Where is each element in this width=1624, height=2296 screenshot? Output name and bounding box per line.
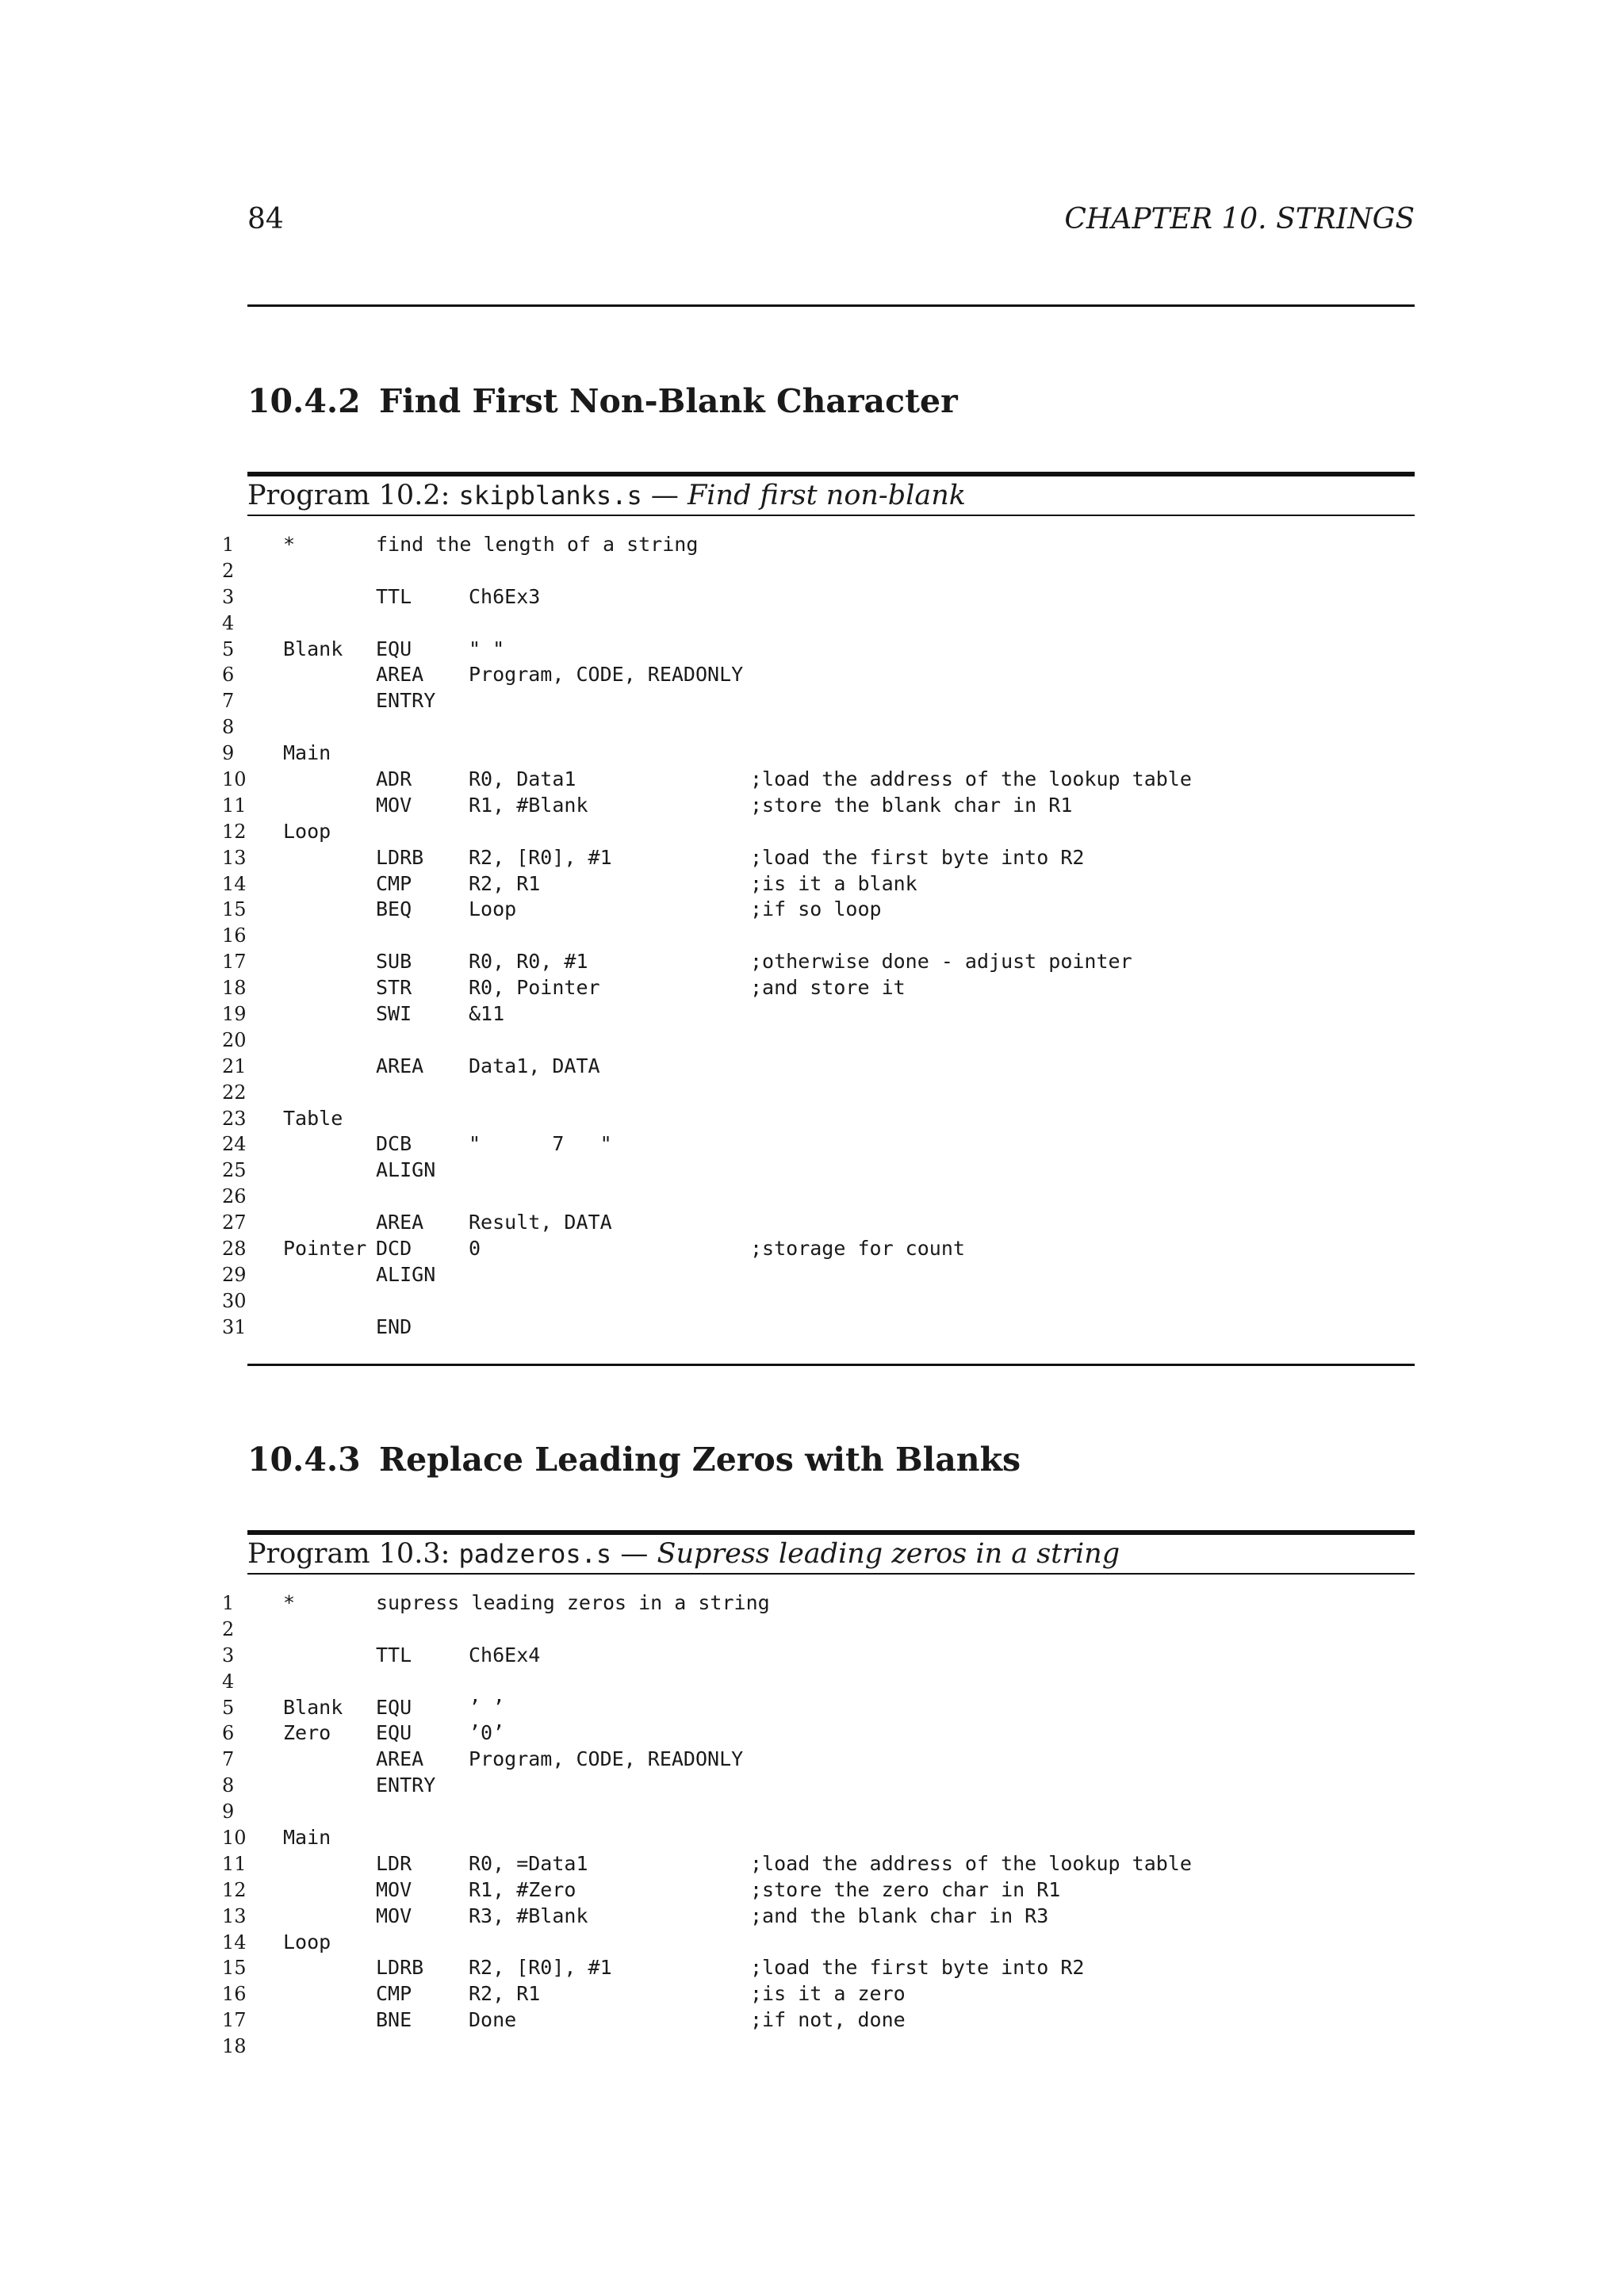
- code-line: [222, 662, 1427, 688]
- code-operands: R0, Pointer: [469, 976, 600, 1000]
- code-comment: ;load the first byte into R2: [750, 845, 1085, 869]
- line-number: 25: [222, 1159, 247, 1182]
- code-line: [222, 1054, 1427, 1080]
- caption-separator: —: [620, 1538, 649, 1570]
- line-number: 15: [222, 1957, 247, 1980]
- line-number: 15: [222, 898, 247, 921]
- code-line: [222, 1288, 1427, 1314]
- header-rule: [247, 304, 1415, 307]
- code-line: [222, 1184, 1427, 1210]
- line-number: 7: [222, 690, 235, 713]
- code-label: Zero: [283, 1721, 331, 1745]
- code-line: [222, 819, 1427, 845]
- code-comment: ;storage for count: [750, 1237, 965, 1261]
- line-number: 16: [222, 924, 247, 947]
- code-opcode: SUB: [376, 950, 412, 974]
- line-number: 20: [222, 1028, 247, 1051]
- code-comment: ;store the blank char in R1: [750, 793, 1073, 817]
- caption-text: [247, 480, 966, 511]
- line-number: 21: [222, 1054, 247, 1077]
- code-line: [222, 1027, 1427, 1054]
- code-operands: R1, #Blank: [469, 793, 588, 817]
- line-number: 6: [222, 664, 235, 687]
- line-number: 14: [222, 1931, 247, 1954]
- code-line: [222, 949, 1427, 975]
- program-filename: skipblanks.s: [458, 480, 642, 511]
- code-operands: Ch6Ex4: [469, 1643, 541, 1667]
- section-number: 10.4.3: [247, 1441, 361, 1479]
- code-opcode: find the length of a string: [376, 533, 699, 556]
- section-heading: [247, 382, 958, 420]
- code-comment: ;and the blank char in R3: [750, 1904, 1049, 1927]
- code-line: [222, 1158, 1427, 1184]
- program-description: Find first non-blank: [688, 480, 966, 511]
- listing-end-rule: [247, 1364, 1415, 1366]
- code-label: Main: [283, 741, 331, 765]
- line-number: 17: [222, 951, 247, 974]
- code-line: [222, 637, 1427, 663]
- code-opcode: supress leading zeros in a string: [376, 1591, 770, 1614]
- line-number: 22: [222, 1081, 247, 1104]
- code-opcode: TTL: [376, 584, 412, 608]
- line-number: 11: [222, 1852, 247, 1875]
- code-line: [222, 845, 1427, 871]
- section-heading: [247, 1441, 1021, 1479]
- code-opcode: EQU: [376, 637, 412, 660]
- section-title: Replace Leading Zeros with Blanks: [379, 1441, 1021, 1479]
- section-title: Find First Non-Blank Character: [379, 382, 958, 420]
- line-number: 9: [222, 1800, 235, 1823]
- code-opcode: LDRB: [376, 1956, 424, 1980]
- code-line: [222, 923, 1427, 949]
- code-line: [222, 1080, 1427, 1106]
- code-opcode: AREA: [376, 1747, 424, 1771]
- code-label: *: [283, 1591, 296, 1614]
- code-opcode: MOV: [376, 1904, 412, 1927]
- code-line: [222, 1314, 1427, 1341]
- code-line: [222, 1590, 1427, 1617]
- code-line: [222, 1236, 1427, 1262]
- program-filename: padzeros.s: [458, 1539, 612, 1569]
- code-operands: " 7 ": [469, 1132, 612, 1156]
- line-number: 23: [222, 1107, 247, 1130]
- code-opcode: ADR: [376, 767, 412, 791]
- line-number: 12: [222, 1878, 247, 1901]
- code-line: [222, 1981, 1427, 2007]
- code-line: [222, 610, 1427, 637]
- program-label: Program 10.3:: [247, 1538, 450, 1570]
- code-comment: ;is it a zero: [750, 1982, 906, 2006]
- page-number: 84: [247, 203, 284, 235]
- code-opcode: LDRB: [376, 845, 424, 869]
- line-number: 9: [222, 742, 235, 765]
- code-comment: ;is it a blank: [750, 871, 917, 895]
- code-comment: ;and store it: [750, 976, 906, 1000]
- line-number: 18: [222, 977, 247, 1000]
- code-operands: R0, Data1: [469, 767, 576, 791]
- code-line: [222, 793, 1427, 819]
- code-comment: ;otherwise done - adjust pointer: [750, 950, 1132, 974]
- code-line: [222, 1955, 1427, 1981]
- line-number: 29: [222, 1263, 247, 1286]
- program-caption: [247, 472, 1415, 516]
- caption-bottom-rule: [247, 515, 1415, 516]
- code-comment: ;if not, done: [750, 2008, 906, 2032]
- code-operands: R2, R1: [469, 871, 541, 895]
- line-number: 4: [222, 1670, 235, 1693]
- code-listing: [222, 532, 1427, 1341]
- code-opcode: LDR: [376, 1851, 412, 1875]
- code-operands: R2, [R0], #1: [469, 1956, 612, 1980]
- code-line: [222, 1904, 1427, 1930]
- code-line: [222, 2034, 1427, 2060]
- code-operands: &11: [469, 1002, 505, 1026]
- code-operands: R2, R1: [469, 1982, 541, 2006]
- code-label: Loop: [283, 819, 331, 843]
- code-operands: R0, =Data1: [469, 1851, 588, 1875]
- line-number: 3: [222, 585, 235, 608]
- code-operands: Ch6Ex3: [469, 584, 541, 608]
- code-line: [222, 1825, 1427, 1851]
- code-line: [222, 584, 1427, 610]
- code-opcode: ALIGN: [376, 1262, 436, 1286]
- code-operands: R3, #Blank: [469, 1904, 588, 1927]
- code-opcode: SWI: [376, 1002, 412, 1026]
- code-line: [222, 1643, 1427, 1669]
- line-number: 30: [222, 1289, 247, 1312]
- line-number: 1: [222, 534, 235, 556]
- code-opcode: AREA: [376, 1211, 424, 1234]
- code-label: *: [283, 533, 296, 556]
- caption-separator: —: [650, 480, 679, 511]
- code-line: [222, 1106, 1427, 1132]
- section-number: 10.4.2: [247, 382, 361, 420]
- line-number: 1: [222, 1592, 235, 1614]
- line-number: 4: [222, 611, 235, 634]
- code-operands: Program, CODE, READONLY: [469, 663, 744, 687]
- code-operands: Loop: [469, 897, 517, 921]
- code-opcode: CMP: [376, 871, 412, 895]
- chapter-title: CHAPTER 10. STRINGS: [1064, 203, 1415, 235]
- code-comment: ;if so loop: [750, 897, 882, 921]
- code-opcode: END: [376, 1314, 412, 1338]
- code-label: Blank: [283, 1695, 343, 1719]
- running-header: [247, 203, 1415, 243]
- code-line: [222, 897, 1427, 923]
- code-opcode: STR: [376, 976, 412, 1000]
- code-opcode: MOV: [376, 793, 412, 817]
- code-line: [222, 1720, 1427, 1747]
- line-number: 26: [222, 1185, 247, 1208]
- code-comment: ;load the address of the lookup table: [750, 767, 1192, 791]
- line-number: 12: [222, 820, 247, 843]
- code-opcode: AREA: [376, 1054, 424, 1077]
- code-label: Table: [283, 1106, 343, 1130]
- line-number: 10: [222, 768, 247, 791]
- code-line: [222, 714, 1427, 740]
- code-operands: " ": [469, 637, 505, 660]
- line-number: 10: [222, 1827, 247, 1850]
- code-opcode: DCD: [376, 1237, 412, 1261]
- code-label: Main: [283, 1826, 331, 1850]
- line-number: 2: [222, 559, 235, 582]
- caption-text: [247, 1538, 1120, 1570]
- code-line: [222, 1877, 1427, 1904]
- code-opcode: ENTRY: [376, 689, 436, 713]
- line-number: 13: [222, 846, 247, 869]
- line-number: 31: [222, 1315, 247, 1338]
- code-line: [222, 1851, 1427, 1877]
- code-opcode: EQU: [376, 1721, 412, 1745]
- code-operands: R0, R0, #1: [469, 950, 588, 974]
- code-line: [222, 1799, 1427, 1825]
- code-listing: [222, 1590, 1427, 2060]
- code-comment: ;load the address of the lookup table: [750, 1851, 1192, 1875]
- code-opcode: CMP: [376, 1982, 412, 2006]
- code-line: [222, 1695, 1427, 1721]
- code-line: [222, 1930, 1427, 1956]
- code-line: [222, 740, 1427, 767]
- line-number: 14: [222, 872, 247, 895]
- line-number: 8: [222, 716, 235, 739]
- code-line: [222, 1210, 1427, 1236]
- code-operands: ’0’: [469, 1721, 505, 1745]
- code-line: [222, 1669, 1427, 1695]
- caption-bottom-rule: [247, 1573, 1415, 1575]
- line-number: 13: [222, 1904, 247, 1927]
- code-line: [222, 2007, 1427, 2034]
- code-line: [222, 975, 1427, 1001]
- code-line: [222, 767, 1427, 793]
- code-opcode: DCB: [376, 1132, 412, 1156]
- code-opcode: ENTRY: [376, 1774, 436, 1797]
- code-opcode: EQU: [376, 1695, 412, 1719]
- code-line: [222, 1773, 1427, 1799]
- code-operands: R2, [R0], #1: [469, 845, 612, 869]
- line-number: 8: [222, 1774, 235, 1797]
- line-number: 5: [222, 637, 235, 660]
- code-opcode: BNE: [376, 2008, 412, 2032]
- code-opcode: AREA: [376, 663, 424, 687]
- code-opcode: BEQ: [376, 897, 412, 921]
- code-line: [222, 688, 1427, 714]
- line-number: 18: [222, 2035, 247, 2058]
- line-number: 11: [222, 794, 247, 817]
- line-number: 6: [222, 1722, 235, 1745]
- code-label: Blank: [283, 637, 343, 660]
- code-line: [222, 532, 1427, 558]
- code-label: Loop: [283, 1930, 331, 1954]
- line-number: 24: [222, 1133, 247, 1156]
- code-line: [222, 1617, 1427, 1643]
- code-line: [222, 1747, 1427, 1773]
- code-operands: ’ ’: [469, 1695, 505, 1719]
- line-number: 3: [222, 1644, 235, 1667]
- code-operands: 0: [469, 1237, 481, 1261]
- code-operands: Done: [469, 2008, 517, 2032]
- line-number: 28: [222, 1238, 247, 1261]
- program-description: Supress leading zeros in a string: [657, 1538, 1120, 1570]
- code-operands: Program, CODE, READONLY: [469, 1747, 744, 1771]
- code-label: Pointer: [283, 1237, 367, 1261]
- caption-top-rule: [247, 472, 1415, 476]
- line-number: 17: [222, 2009, 247, 2032]
- code-opcode: TTL: [376, 1643, 412, 1667]
- line-number: 27: [222, 1211, 247, 1234]
- code-opcode: MOV: [376, 1877, 412, 1901]
- code-opcode: ALIGN: [376, 1158, 436, 1182]
- line-number: 16: [222, 1983, 247, 2006]
- code-line: [222, 1262, 1427, 1288]
- line-number: 19: [222, 1003, 247, 1026]
- code-operands: Result, DATA: [469, 1211, 612, 1234]
- line-number: 5: [222, 1696, 235, 1719]
- code-line: [222, 1001, 1427, 1027]
- code-line: [222, 558, 1427, 584]
- code-comment: ;load the first byte into R2: [750, 1956, 1085, 1980]
- code-comment: ;store the zero char in R1: [750, 1877, 1061, 1901]
- code-line: [222, 1131, 1427, 1158]
- code-line: [222, 871, 1427, 897]
- program-label: Program 10.2:: [247, 480, 450, 511]
- code-operands: Data1, DATA: [469, 1054, 600, 1077]
- program-caption: [247, 1530, 1415, 1575]
- caption-top-rule: [247, 1530, 1415, 1535]
- code-operands: R1, #Zero: [469, 1877, 576, 1901]
- line-number: 2: [222, 1617, 235, 1640]
- line-number: 7: [222, 1748, 235, 1771]
